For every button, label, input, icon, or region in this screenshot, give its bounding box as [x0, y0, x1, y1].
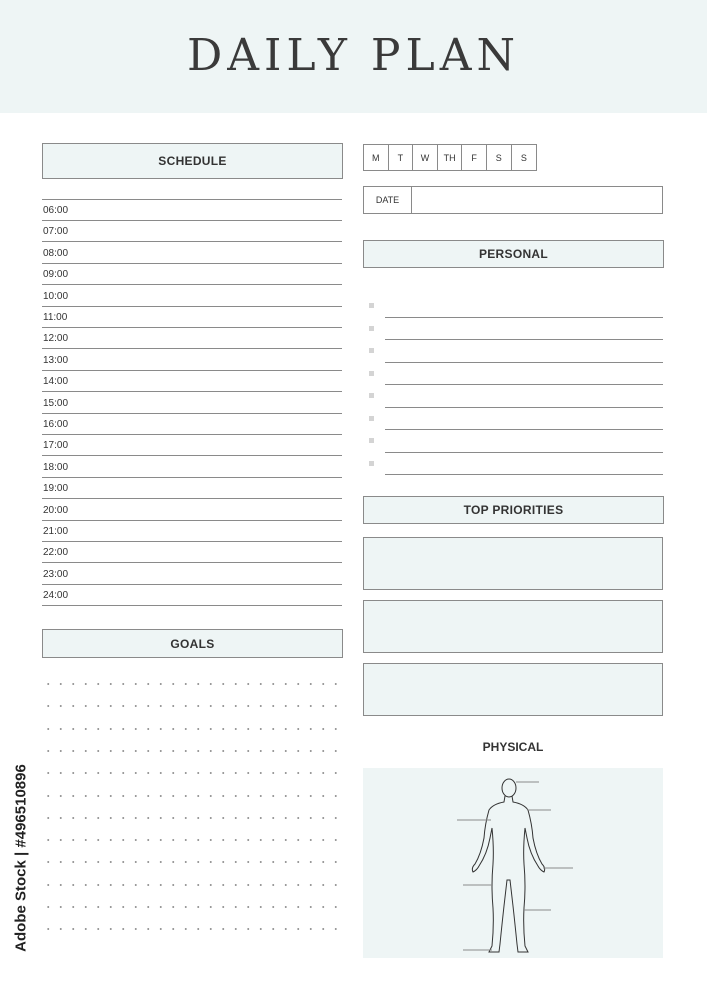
personal-header: PERSONAL — [363, 240, 664, 268]
body-outline-icon — [363, 768, 663, 958]
schedule-time-label: 18:00 — [43, 461, 69, 473]
goals-dot-row[interactable] — [42, 928, 342, 930]
weekday-selector — [363, 144, 537, 171]
schedule-row[interactable] — [42, 286, 342, 307]
physical-header: PHYSICAL — [482, 740, 544, 754]
goals-dot-row[interactable] — [42, 683, 342, 685]
schedule-row[interactable] — [42, 414, 342, 435]
schedule-row[interactable] — [42, 564, 342, 585]
checkbox-bullet-icon[interactable] — [369, 393, 374, 398]
schedule-row[interactable] — [42, 500, 342, 521]
date-input[interactable] — [412, 187, 662, 213]
date-field[interactable] — [363, 186, 663, 214]
checkbox-bullet-icon[interactable] — [369, 438, 374, 443]
schedule-row[interactable] — [42, 264, 342, 285]
weekday-cell[interactable]: S — [487, 145, 512, 170]
personal-line[interactable] — [385, 317, 663, 318]
stock-id-text: Adobe Stock | #496510896 — [12, 763, 30, 952]
schedule-row[interactable] — [42, 585, 342, 606]
checkbox-bullet-icon[interactable] — [369, 348, 374, 353]
personal-line[interactable] — [385, 474, 663, 475]
schedule-time-label: 24:00 — [43, 590, 69, 602]
personal-line[interactable] — [385, 339, 663, 340]
goals-dot-row[interactable] — [42, 705, 342, 707]
schedule-row[interactable] — [42, 542, 342, 563]
top-priorities-header: TOP PRIORITIES — [363, 496, 664, 524]
personal-line[interactable] — [385, 362, 663, 363]
schedule-time-label: 15:00 — [43, 397, 69, 409]
schedule-row[interactable] — [42, 371, 342, 392]
schedule-row[interactable] — [42, 328, 342, 349]
personal-line[interactable] — [385, 384, 663, 385]
goals-dot-row[interactable] — [42, 839, 342, 841]
schedule-time-label: 23:00 — [43, 568, 69, 580]
schedule-row[interactable] — [42, 307, 342, 328]
goals-dot-row[interactable] — [42, 728, 342, 730]
personal-line[interactable] — [385, 452, 663, 453]
weekday-cell[interactable]: T — [389, 145, 414, 170]
schedule-time-label: 21:00 — [43, 526, 69, 537]
schedule-time-label: 07:00 — [43, 226, 69, 238]
goals-dot-row[interactable] — [42, 861, 342, 863]
schedule-row[interactable] — [42, 521, 342, 542]
goals-header: GOALS — [42, 629, 343, 658]
schedule-time-label: 08:00 — [43, 247, 69, 259]
checkbox-bullet-icon[interactable] — [369, 326, 374, 331]
schedule-row[interactable] — [42, 435, 342, 456]
page-title: DAILY PLAN — [187, 30, 520, 81]
date-label: DATE — [364, 187, 412, 213]
schedule-time-label: 09:00 — [43, 269, 69, 281]
schedule-time-label: 16:00 — [43, 419, 69, 430]
goals-dot-row[interactable] — [42, 817, 342, 819]
checkbox-bullet-icon[interactable] — [369, 371, 374, 376]
goals-dot-row[interactable] — [42, 795, 342, 797]
schedule-time-label: 19:00 — [43, 483, 69, 495]
checkbox-bullet-icon[interactable] — [369, 416, 374, 421]
weekday-cell[interactable]: W — [413, 145, 438, 170]
schedule-time-label: 14:00 — [43, 376, 69, 388]
schedule-time-label: 06:00 — [43, 205, 69, 216]
goals-dot-row[interactable] — [42, 772, 342, 774]
schedule-header: SCHEDULE — [42, 143, 343, 179]
schedule-row[interactable] — [42, 200, 342, 221]
schedule-row[interactable] — [42, 478, 342, 499]
schedule-time-label: 17:00 — [43, 440, 69, 452]
schedule-time-label: 12:00 — [43, 333, 69, 345]
schedule-time-label: 11:00 — [43, 312, 68, 323]
schedule-row[interactable] — [42, 243, 342, 264]
goals-dot-row[interactable] — [42, 906, 342, 908]
schedule-row[interactable] — [42, 350, 342, 371]
physical-panel — [363, 768, 663, 958]
personal-line[interactable] — [385, 429, 663, 430]
goals-dot-row[interactable] — [42, 750, 342, 752]
weekday-cell[interactable]: F — [462, 145, 487, 170]
checkbox-bullet-icon[interactable] — [369, 303, 374, 308]
priority-box-3[interactable] — [363, 663, 663, 716]
schedule-time-label: 13:00 — [43, 354, 69, 366]
personal-line[interactable] — [385, 407, 663, 408]
schedule-time-label: 20:00 — [43, 504, 69, 516]
schedule-time-label: 22:00 — [43, 547, 69, 559]
stock-id-label — [6, 760, 36, 955]
weekday-cell[interactable]: TH — [438, 145, 463, 170]
priority-box-2[interactable] — [363, 600, 663, 653]
checkbox-bullet-icon[interactable] — [369, 461, 374, 466]
weekday-cell[interactable]: M — [364, 145, 389, 170]
schedule-row[interactable] — [42, 457, 342, 478]
priority-box-1[interactable] — [363, 537, 663, 590]
goals-dot-row[interactable] — [42, 884, 342, 886]
schedule-row[interactable] — [42, 221, 342, 242]
weekday-cell[interactable]: S — [520, 152, 527, 163]
schedule-time-label: 10:00 — [43, 290, 69, 302]
schedule-row[interactable] — [42, 393, 342, 414]
